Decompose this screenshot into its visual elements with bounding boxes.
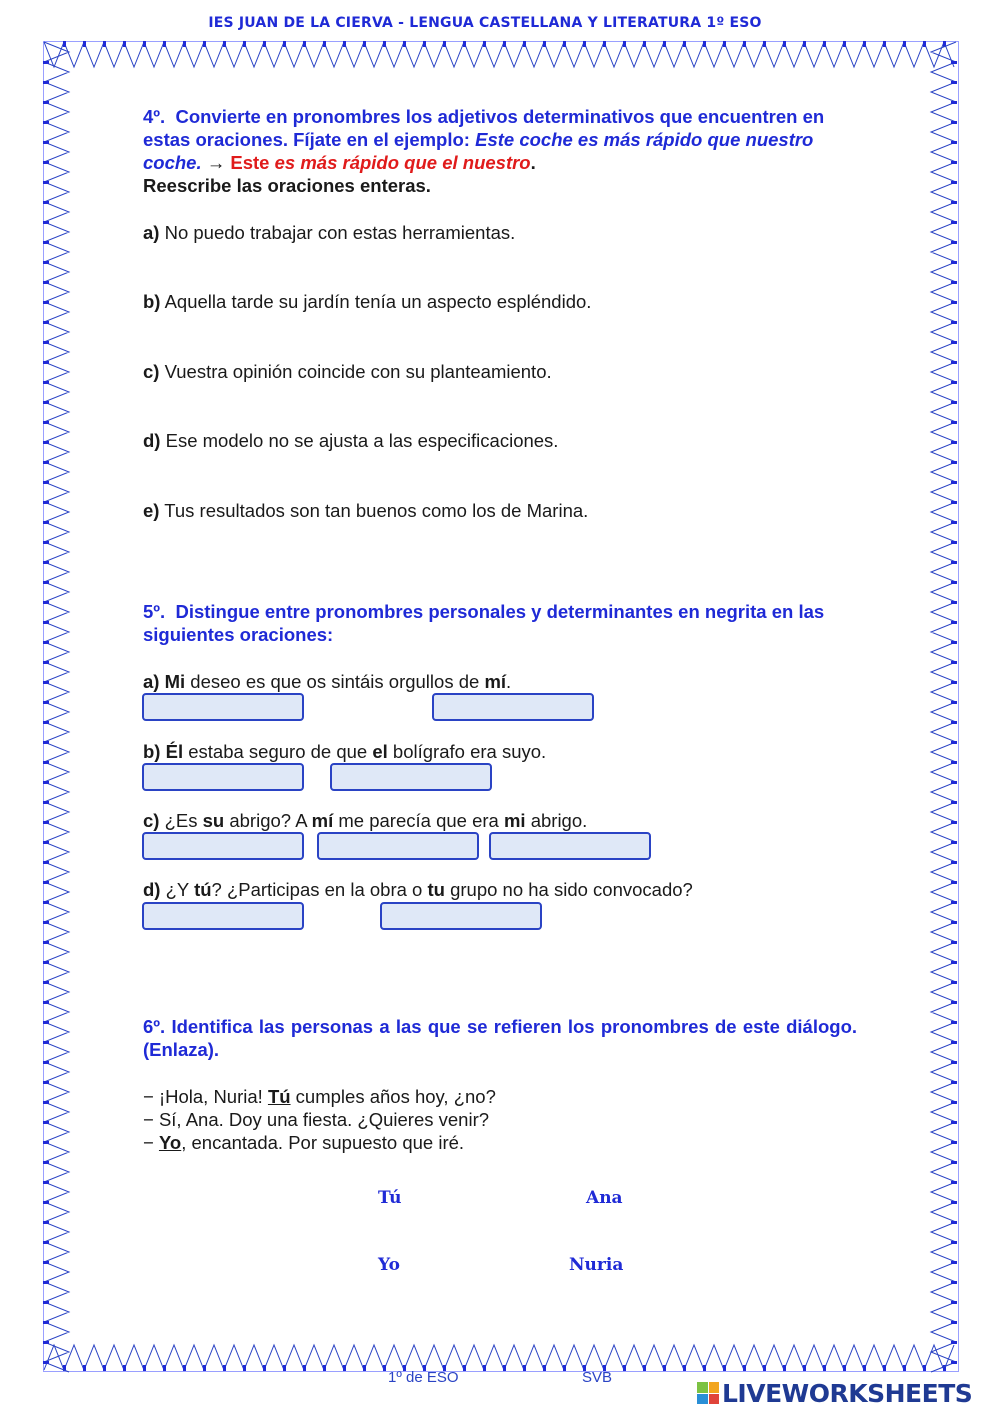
example-answer-start: Este <box>230 152 270 173</box>
exercise-6-instructions <box>143 1015 857 1061</box>
exercise-5-item-b: b) Él estaba seguro de que el bolígrafo era suyo. <box>143 741 547 762</box>
example-answer: es más rápido que el nuestro <box>274 152 531 173</box>
answer-box-a2[interactable] <box>432 693 594 721</box>
footer-initials: SVB <box>582 1369 613 1386</box>
match-right-ana[interactable]: Ana <box>586 1188 623 1208</box>
example-answer-period: . <box>530 152 536 173</box>
exercise-4-item-c: c) Vuestra opinión coincide con su planteamiento. <box>143 361 552 382</box>
logo-icon <box>697 1382 719 1404</box>
match-right-nuria[interactable]: Nuria <box>569 1255 624 1275</box>
dialogue-line-2: − Sí, Ana. Doy una fiesta. ¿Quieres venir? <box>143 1109 490 1130</box>
answer-box-b1[interactable] <box>142 763 304 791</box>
answer-box-a1[interactable] <box>142 693 304 721</box>
exercise-6-text: Identifica las personas a las que se refieren los pronombres de este diálogo. (Enlaza). <box>143 1016 858 1060</box>
page-header: IES JUAN DE LA CIERVA - LENGUA CASTELLANA Y LITERATURA 1º ESO <box>208 15 762 31</box>
exercise-4-number: 4º. <box>143 106 166 127</box>
exercise-4-example: Este coche es más rápido que nuestro coche. <box>143 129 814 173</box>
answer-box-c3[interactable] <box>489 832 651 860</box>
liveworksheets-logo <box>697 1378 972 1408</box>
arrow-symbol: → <box>206 152 226 173</box>
exercise-4-instructions <box>143 105 857 197</box>
answer-box-c2[interactable] <box>317 832 479 860</box>
match-left-tu[interactable]: Tú <box>378 1188 402 1208</box>
exercise-6-number: 6º. <box>143 1016 166 1037</box>
exercise-4-item-d: d) Ese modelo no se ajusta a las especificaciones. <box>143 430 559 451</box>
answer-box-c1[interactable] <box>142 832 304 860</box>
exercise-5-item-a: a) Mi deseo es que os sintáis orgullos de mí. <box>143 671 512 692</box>
answer-box-b2[interactable] <box>330 763 492 791</box>
match-left-yo[interactable]: Yo <box>378 1255 400 1275</box>
exercise-5-text: Distingue entre pronombres personales y determinantes en negrita en las siguientes oraciones: <box>143 601 825 645</box>
footer-course: 1º de ESO <box>388 1369 459 1386</box>
answer-box-d1[interactable] <box>142 902 304 930</box>
exercise-4-item-a: a) No puedo trabajar con estas herramientas. <box>143 222 516 243</box>
exercise-4-rewrite: Reescribe las oraciones enteras. <box>143 175 431 196</box>
exercise-4-item-e: e) Tus resultados son tan buenos como los de Marina. <box>143 500 589 521</box>
exercise-5-item-c: c) ¿Es su abrigo? A mí me parecía que era mi abrigo. <box>143 810 588 831</box>
logo-text: LIVEWORKSHEETS <box>722 1378 973 1408</box>
answer-box-d2[interactable] <box>380 902 542 930</box>
exercise-5-item-d: d) ¿Y tú? ¿Participas en la obra o tu grupo no ha sido convocado? <box>143 879 693 900</box>
exercise-5-number: 5º. <box>143 601 166 622</box>
dialogue-line-3: − Yo, encantada. Por supuesto que iré. <box>143 1132 465 1153</box>
exercise-4-item-b: b) Aquella tarde su jardín tenía un aspecto espléndido. <box>143 291 592 312</box>
exercise-4-text: Convierte en pronombres los adjetivos determinativos que encuentren en estas oraciones. Fíjate en el ejemplo: <box>143 106 825 150</box>
dialogue-line-1: − ¡Hola, Nuria! Tú cumples años hoy, ¿no? <box>143 1086 496 1107</box>
exercise-5-instructions <box>143 600 857 646</box>
